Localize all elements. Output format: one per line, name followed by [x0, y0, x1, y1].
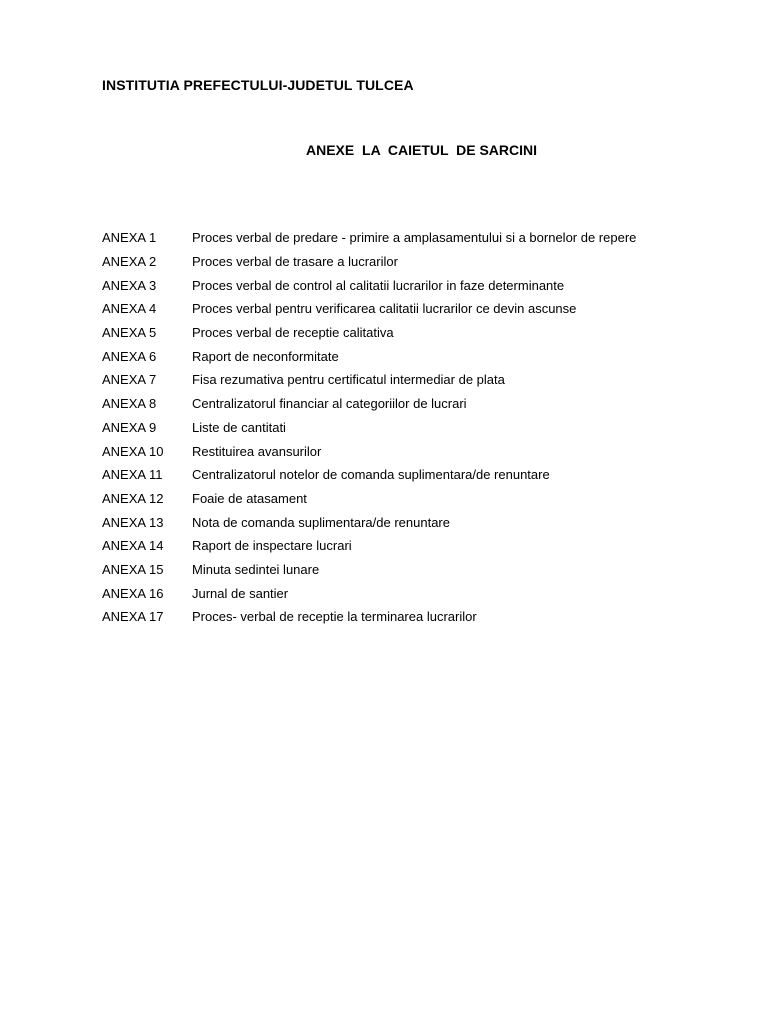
annex-code: ANEXA 16 [102, 585, 164, 601]
annex-description: Fisa rezumativa pentru certificatul intermediar de plata [192, 372, 505, 388]
annex-description: Nota de comanda suplimentara/de renuntare [192, 514, 450, 530]
annex-row [102, 368, 636, 392]
annex-row [102, 581, 636, 605]
annex-description: Centralizatorul financiar al categoriilor de lucrari [192, 396, 467, 412]
annex-row [102, 273, 636, 297]
annex-description: Centralizatorul notelor de comanda suplimentara/de renuntare [192, 467, 550, 483]
annex-code: ANEXA 7 [102, 372, 157, 388]
annex-list [102, 226, 636, 629]
annex-row [102, 605, 636, 629]
annex-row [102, 297, 636, 321]
annex-code: ANEXA 4 [102, 301, 157, 317]
annex-row [102, 392, 636, 416]
annex-row [102, 344, 636, 368]
annex-code: ANEXA 1 [102, 230, 157, 246]
annex-code: ANEXA 9 [102, 419, 157, 435]
annex-code: ANEXA 3 [102, 277, 157, 293]
annex-description: Proces verbal de receptie calitativa [192, 325, 394, 341]
document-title: ANEXE LA CAIETUL DE SARCINI [306, 142, 538, 158]
annex-row [102, 321, 636, 345]
annex-code: ANEXA 14 [102, 538, 164, 554]
annex-description: Proces verbal pentru verificarea calitatii lucrarilor ce devin ascunse [192, 301, 577, 317]
annex-row [102, 558, 636, 582]
annex-code: ANEXA 11 [102, 467, 163, 483]
annex-row [102, 416, 636, 440]
annex-description: Raport de inspectare lucrari [192, 538, 352, 554]
annex-row [102, 226, 636, 250]
annex-code: ANEXA 13 [102, 514, 164, 530]
annex-description: Liste de cantitati [192, 419, 286, 435]
annex-row [102, 250, 636, 274]
annex-row [102, 439, 636, 463]
annex-code: ANEXA 17 [102, 609, 164, 625]
annex-code: ANEXA 15 [102, 561, 164, 577]
annex-description: Proces verbal de control al calitatii lucrarilor in faze determinante [192, 277, 565, 293]
institution-name: INSTITUTIA PREFECTULUI-JUDETUL TULCEA [102, 77, 414, 93]
annex-row [102, 487, 636, 511]
annex-row [102, 463, 636, 487]
annex-code: ANEXA 8 [102, 396, 157, 412]
annex-code: ANEXA 12 [102, 490, 164, 506]
annex-description: Proces- verbal de receptie la terminarea lucrarilor [192, 609, 477, 625]
annex-description: Foaie de atasament [192, 490, 307, 506]
annex-code: ANEXA 5 [102, 325, 157, 341]
annex-description: Raport de neconformitate [192, 348, 339, 364]
annex-code: ANEXA 10 [102, 443, 164, 459]
annex-description: Proces verbal de predare - primire a amplasamentului si a bornelor de repere [192, 230, 637, 246]
annex-code: ANEXA 2 [102, 254, 157, 270]
annex-description: Proces verbal de trasare a lucrarilor [192, 254, 398, 270]
annex-description: Restituirea avansurilor [192, 443, 322, 459]
annex-row [102, 534, 636, 558]
annex-description: Jurnal de santier [192, 585, 289, 601]
annex-code: ANEXA 6 [102, 348, 157, 364]
annex-row [102, 510, 636, 534]
annex-description: Minuta sedintei lunare [192, 561, 320, 577]
